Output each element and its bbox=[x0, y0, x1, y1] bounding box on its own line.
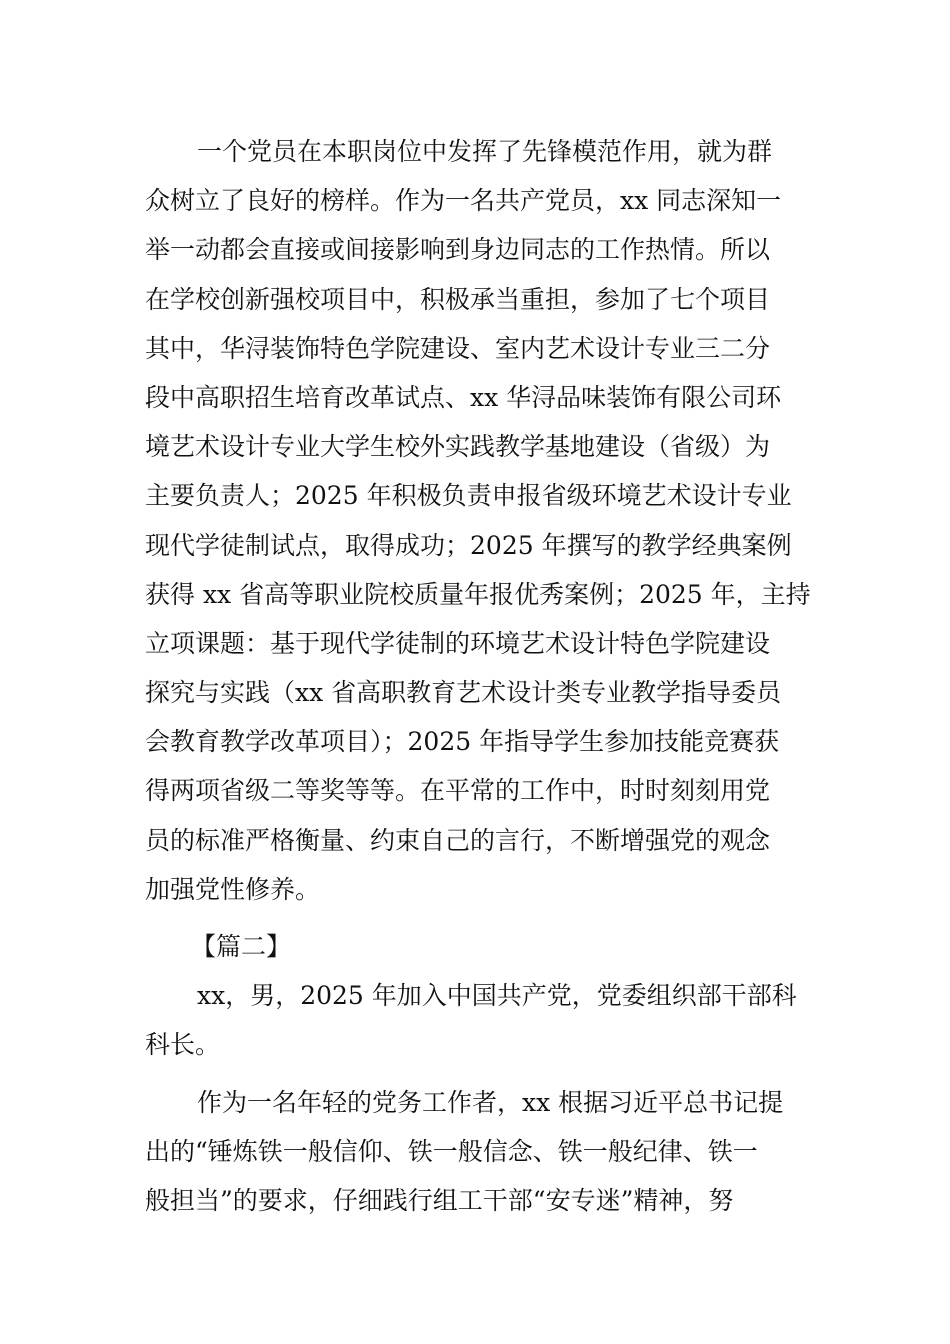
paragraph-1-line-9: 现代学徒制试点，取得成功；2025 年撰写的教学经典案例 bbox=[145, 530, 792, 560]
document-body bbox=[145, 127, 815, 1225]
paragraph-1-line-12: 探究与实践（xx 省高职教育艺术设计类专业教学指导委员 bbox=[145, 678, 782, 708]
paragraph-1-line-10: 获得 xx 省高等职业院校质量年报优秀案例；2025 年，主持 bbox=[145, 579, 811, 609]
paragraph-3-line-2: 出的“锤炼铁一般信仰、铁一般信念、铁一般纪律、铁一 bbox=[145, 1136, 758, 1166]
paragraph-1-line-4: 在学校创新强校项目中，积极承当重担，参加了七个项目 bbox=[145, 284, 771, 314]
paragraph-1-line-15: 员的标准严格衡量、约束自己的言行，不断增强党的观念 bbox=[145, 825, 771, 855]
section-heading: 【篇二】 bbox=[191, 932, 292, 961]
paragraph-1-line-14: 得两项省级二等奖等等。在平常的工作中，时时刻刻用党 bbox=[145, 776, 771, 806]
paragraph-1-line-13: 会教育教学改革项目）；2025 年指导学生参加技能竞赛获 bbox=[145, 727, 780, 757]
paragraph-1-line-8: 主要负责人；2025 年积极负责申报省级环境艺术设计专业 bbox=[145, 481, 792, 511]
paragraph-1-line-6: 段中高职招生培育改革试点、xx 华浔品味装饰有限公司环 bbox=[145, 382, 782, 412]
paragraph-1-line-11: 立项课题：基于现代学徒制的环境艺术设计特色学院建设 bbox=[145, 628, 771, 658]
paragraph-1-line-5: 其中，华浔装饰特色学院建设、室内艺术设计专业三二分 bbox=[145, 333, 771, 363]
paragraph-2-line-2: 科长。 bbox=[145, 1030, 221, 1060]
paragraph-1-line-3: 举一动都会直接或间接影响到身边同志的工作热情。所以 bbox=[145, 235, 771, 265]
paragraph-2-line-1: xx，男，2025 年加入中国共产党，党委组织部干部科 bbox=[197, 981, 797, 1011]
paragraph-3-line-3: 般担当”的要求，仔细践行组工干部“安专迷”精神，努 bbox=[145, 1185, 734, 1215]
paragraph-1-line-7: 境艺术设计专业大学生校外实践教学基地建设（省级）为 bbox=[145, 432, 771, 462]
paragraph-3-line-1: 作为一名年轻的党务工作者，xx 根据习近平总书记提 bbox=[197, 1087, 784, 1117]
paragraph-1-line-1: 一个党员在本职岗位中发挥了先锋模范作用，就为群 bbox=[197, 137, 773, 166]
paragraph-1-line-2: 众树立了良好的榜样。作为一名共产党员，xx 同志深知一 bbox=[145, 186, 782, 216]
paragraph-1-line-16: 加强党性修养。 bbox=[145, 874, 321, 904]
